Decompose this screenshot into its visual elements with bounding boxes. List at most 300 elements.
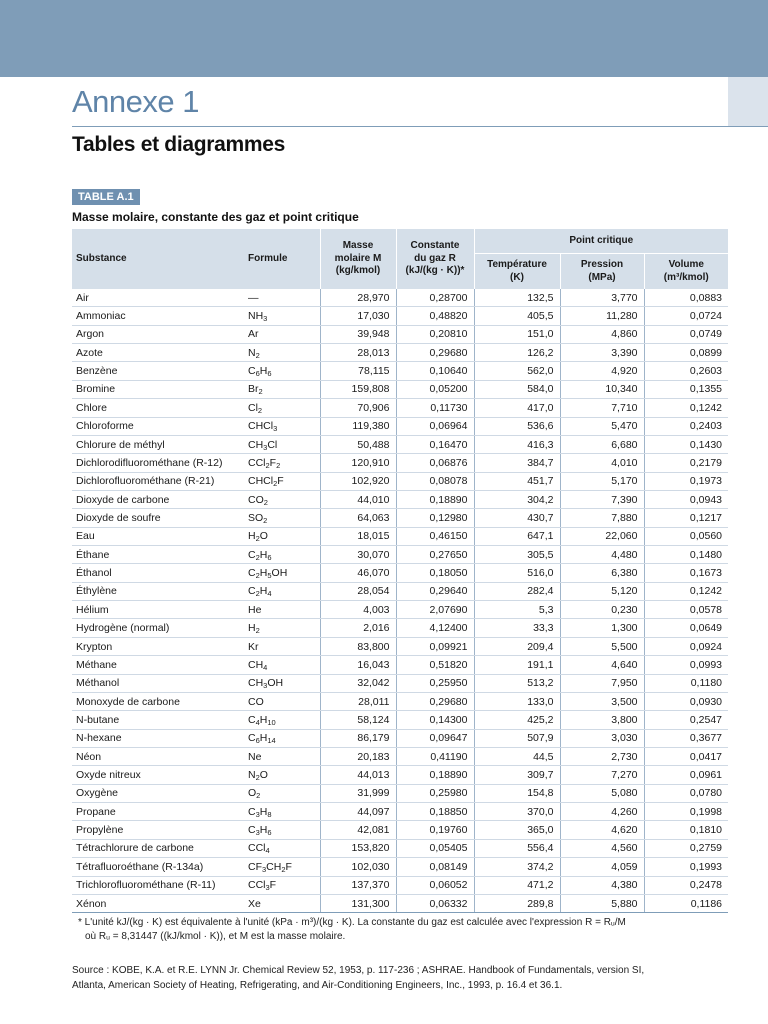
formula-element: CCl [248,842,266,855]
header-critical-point: Point critique [474,229,728,254]
cell-molar-mass: 120,910 [320,454,396,472]
source-note [72,963,742,993]
cell-gas-constant: 0,12980 [396,509,474,527]
cell-gas-constant: 0,14300 [396,711,474,729]
table-row [72,637,728,655]
cell-substance: Benzène [72,362,244,380]
header-molar-mass-line3: (kg/kmol) [335,265,381,277]
cell-volume: 0,0883 [644,289,728,307]
cell-volume: 0,0749 [644,325,728,343]
cell-substance: Bromine [72,380,244,398]
cell-pressure: 10,340 [560,380,644,398]
cell-substance: Hydrogène (normal) [72,619,244,637]
cell-substance: Oxyde nitreux [72,766,244,784]
cell-pressure: 4,620 [560,821,644,839]
cell-pressure: 3,500 [560,692,644,710]
header-gas-constant-line3: (kJ/(kg · K))* [405,265,465,277]
formula-element: CH [248,677,264,690]
cell-gas-constant: 0,18890 [396,766,474,784]
cell-volume: 0,0924 [644,637,728,655]
table-row [72,582,728,600]
cell-gas-constant: 0,08078 [396,472,474,490]
formula-subscript: 2 [255,552,260,562]
table-row [72,454,728,472]
cell-pressure: 5,170 [560,472,644,490]
cell-volume: 0,2759 [644,839,728,857]
formula-subscript: 3 [263,314,268,324]
formula-subscript: 10 [267,717,276,727]
table-row [72,509,728,527]
table-row [72,803,728,821]
cell-gas-constant: 0,20810 [396,325,474,343]
cell-substance: Dichlorodifluorométhane (R-12) [72,454,244,472]
cell-volume: 0,2603 [644,362,728,380]
header-volume-line2: (m³/kmol) [663,271,709,283]
table-body [72,289,728,913]
formula-element: H [259,585,268,598]
formula-element: H [248,530,256,543]
cell-gas-constant: 0,41190 [396,747,474,765]
formula-element: F [269,879,277,892]
formula-element: N [248,769,256,782]
cell-molar-mass: 44,013 [320,766,396,784]
cell-formula [244,509,320,527]
cell-substance: Azote [72,344,244,362]
annex-title: Annexe 1 [72,84,199,119]
cell-temperature: 556,4 [474,839,560,857]
cell-temperature: 370,0 [474,803,560,821]
cell-formula [244,325,320,343]
formula-subscript: 14 [267,736,276,746]
cell-temperature: 416,3 [474,435,560,453]
cell-molar-mass: 44,097 [320,803,396,821]
cell-pressure: 5,080 [560,784,644,802]
formula-subscript: 2 [273,479,278,489]
cell-temperature: 132,5 [474,289,560,307]
cell-substance: Dioxyde de soufre [72,509,244,527]
cell-volume: 0,1180 [644,674,728,692]
cell-molar-mass: 39,948 [320,325,396,343]
cell-volume: 0,1217 [644,509,728,527]
cell-gas-constant: 0,05405 [396,839,474,857]
cell-molar-mass: 31,999 [320,784,396,802]
formula-subscript: 2 [276,460,281,470]
cell-gas-constant: 0,09647 [396,729,474,747]
cell-volume: 0,0417 [644,747,728,765]
cell-formula [244,344,320,362]
formula-subscript: 6 [267,828,272,838]
cell-pressure: 4,860 [560,325,644,343]
table-row [72,876,728,894]
table-row [72,527,728,545]
cell-substance: N-butane [72,711,244,729]
cell-substance: Éthanol [72,564,244,582]
formula-element: CO [248,695,264,708]
cell-gas-constant: 0,48820 [396,307,474,325]
cell-volume: 0,0899 [644,344,728,362]
cell-volume: 0,2547 [644,711,728,729]
cell-substance: Air [72,289,244,307]
formula-subscript: 2 [255,571,260,581]
cell-gas-constant: 0,19760 [396,821,474,839]
formula-element: O [248,787,257,800]
cell-gas-constant: 0,06052 [396,876,474,894]
header-pressure-line2: (MPa) [588,271,616,283]
formula-element: CCl [248,879,266,892]
formula-element: CH [248,658,264,671]
cell-gas-constant: 0,06332 [396,894,474,912]
cell-volume: 0,1973 [644,472,728,490]
cell-temperature: 584,0 [474,380,560,398]
formula-element: Kr [248,640,259,653]
formula-element: CH [248,438,264,451]
cell-volume: 0,3677 [644,729,728,747]
cell-pressure: 4,260 [560,803,644,821]
cell-substance: N-hexane [72,729,244,747]
cell-gas-constant: 0,28700 [396,289,474,307]
cell-formula [244,362,320,380]
cell-molar-mass: 78,115 [320,362,396,380]
formula-element: C [248,365,256,378]
formula-subscript: 6 [255,369,260,379]
formula-subscript: 2 [255,773,260,783]
cell-formula [244,839,320,857]
table-row [72,325,728,343]
formula-subscript: 5 [267,571,272,581]
cell-pressure: 2,730 [560,747,644,765]
formula-element: H [259,732,268,745]
formula-element: H [259,805,268,818]
cell-formula [244,417,320,435]
cell-temperature: 5,3 [474,601,560,619]
cell-volume: 0,0961 [644,766,728,784]
header-molar-mass-line2: molaire M [334,252,382,264]
formula-element: He [248,603,262,616]
table-row [72,289,728,307]
cell-formula [244,894,320,912]
cell-substance: Trichlorofluorométhane (R-11) [72,876,244,894]
formula-element: N [248,346,256,359]
cell-pressure: 5,470 [560,417,644,435]
cell-gas-constant: 0,06964 [396,417,474,435]
header-molar-mass-line1: Masse [342,240,374,252]
cell-temperature: 154,8 [474,784,560,802]
cell-substance: Hélium [72,601,244,619]
cell-pressure: 7,270 [560,766,644,784]
table-row [72,362,728,380]
cell-temperature: 451,7 [474,472,560,490]
header-temperature-line1: Température [487,259,547,270]
cell-gas-constant: 0,29680 [396,692,474,710]
formula-element: O [259,769,268,782]
cell-gas-constant: 0,10640 [396,362,474,380]
cell-formula [244,766,320,784]
cell-pressure: 4,480 [560,546,644,564]
formula-subscript: 6 [255,736,260,746]
cell-formula [244,637,320,655]
cell-gas-constant: 2,07690 [396,601,474,619]
side-tab [728,77,768,126]
formula-subscript: 2 [258,387,263,397]
cell-pressure: 3,770 [560,289,644,307]
cell-molar-mass: 159,808 [320,380,396,398]
cell-formula [244,307,320,325]
cell-substance: Monoxyde de carbone [72,692,244,710]
cell-substance: Méthane [72,656,244,674]
cell-temperature: 405,5 [474,307,560,325]
header-formula: Formule [244,229,320,289]
cell-molar-mass: 20,183 [320,747,396,765]
formula-element: CHCl [248,420,274,433]
cell-pressure: 4,380 [560,876,644,894]
cell-molar-mass: 32,042 [320,674,396,692]
formula-element: H [259,567,268,580]
cell-pressure: 4,010 [560,454,644,472]
cell-temperature: 562,0 [474,362,560,380]
cell-pressure: 22,060 [560,527,644,545]
cell-molar-mass: 64,063 [320,509,396,527]
title-rule [72,126,768,127]
header-temperature [474,254,560,290]
cell-formula [244,619,320,637]
cell-molar-mass: 131,300 [320,894,396,912]
cell-temperature: 471,2 [474,876,560,894]
cell-pressure: 3,390 [560,344,644,362]
cell-formula [244,601,320,619]
cell-molar-mass: 28,013 [320,344,396,362]
cell-gas-constant: 4,12400 [396,619,474,637]
cell-temperature: 647,1 [474,527,560,545]
table-row [72,784,728,802]
table-row [72,307,728,325]
cell-formula [244,582,320,600]
cell-pressure: 7,950 [560,674,644,692]
formula-element: CHCl [248,475,274,488]
table-row [72,344,728,362]
cell-molar-mass: 2,016 [320,619,396,637]
cell-formula [244,692,320,710]
formula-element: Cl [267,438,278,451]
cell-formula [244,472,320,490]
cell-pressure: 4,560 [560,839,644,857]
formula-subscript: 2 [255,350,260,360]
cell-molar-mass: 44,010 [320,490,396,508]
cell-molar-mass: 83,800 [320,637,396,655]
formula-element: SO [248,511,264,524]
cell-temperature: 309,7 [474,766,560,784]
cell-gas-constant: 0,25980 [396,784,474,802]
formula-subscript: 3 [262,864,267,874]
cell-temperature: 282,4 [474,582,560,600]
table-row [72,490,728,508]
formula-subscript: 4 [255,717,260,727]
formula-element: F [285,860,292,873]
cell-temperature: 513,2 [474,674,560,692]
cell-gas-constant: 0,46150 [396,527,474,545]
formula-element: Br [248,383,259,396]
cell-formula [244,289,320,307]
cell-substance: Eau [72,527,244,545]
formula-element: CF [248,860,262,873]
cell-volume: 0,0724 [644,307,728,325]
cell-pressure: 7,390 [560,490,644,508]
cell-volume: 0,0993 [644,656,728,674]
header-volume [644,254,728,290]
header-temperature-line2: (K) [510,271,524,283]
cell-substance: Tétrafluoroéthane (R-134a) [72,858,244,876]
formula-element: CO [248,493,264,506]
cell-gas-constant: 0,18850 [396,803,474,821]
table-row [72,380,728,398]
cell-temperature: 425,2 [474,711,560,729]
cell-pressure: 3,030 [560,729,644,747]
cell-molar-mass: 86,179 [320,729,396,747]
formula-element: O [259,530,268,543]
formula-subscript: 4 [267,589,272,599]
cell-volume: 0,1186 [644,894,728,912]
formula-element: C [248,548,256,561]
footnote-line1: * L'unité kJ/(kg · K) est équivalente à l'unité (kPa · m³)/(kg · K). La constante du gaz est calculée avec l'expression R = Rᵤ/M [78,917,626,928]
cell-temperature: 516,0 [474,564,560,582]
cell-volume: 0,2403 [644,417,728,435]
cell-molar-mass: 58,124 [320,711,396,729]
formula-element: C [248,732,256,745]
formula-element: F [277,475,284,488]
table-row [72,601,728,619]
cell-substance: Méthanol [72,674,244,692]
cell-pressure: 5,120 [560,582,644,600]
cell-formula [244,747,320,765]
cell-pressure: 5,880 [560,894,644,912]
formula-element: H [259,713,268,726]
cell-substance: Krypton [72,637,244,655]
formula-subscript: 2 [263,497,268,507]
cell-substance: Propylène [72,821,244,839]
cell-molar-mass: 70,906 [320,399,396,417]
cell-formula [244,564,320,582]
cell-formula [244,380,320,398]
cell-molar-mass: 17,030 [320,307,396,325]
cell-formula [244,454,320,472]
formula-subscript: 3 [255,809,260,819]
cell-pressure: 4,640 [560,656,644,674]
formula-subscript: 2 [255,589,260,599]
cell-substance: Oxygène [72,784,244,802]
formula-subscript: 2 [256,791,261,801]
cell-molar-mass: 119,380 [320,417,396,435]
table-row [72,821,728,839]
cell-temperature: 430,7 [474,509,560,527]
cell-temperature: 305,5 [474,546,560,564]
cell-substance: Chloroforme [72,417,244,435]
table-caption: Masse molaire, constante des gaz et point critique [72,210,359,224]
cell-volume: 0,1673 [644,564,728,582]
table-row [72,546,728,564]
formula-subscript: 2 [265,460,270,470]
footnote [78,916,738,944]
formula-subscript: 4 [263,662,268,672]
cell-temperature: 44,5 [474,747,560,765]
cell-temperature: 374,2 [474,858,560,876]
cell-pressure: 1,300 [560,619,644,637]
cell-gas-constant: 0,16470 [396,435,474,453]
formula-subscript: 3 [263,681,268,691]
table-row [72,435,728,453]
formula-element: Cl [248,401,258,414]
cell-gas-constant: 0,18890 [396,490,474,508]
cell-temperature: 384,7 [474,454,560,472]
cell-gas-constant: 0,11730 [396,399,474,417]
cell-molar-mass: 18,015 [320,527,396,545]
formula-subscript: 6 [267,369,272,379]
cell-pressure: 7,710 [560,399,644,417]
cell-formula [244,546,320,564]
cell-gas-constant: 0,29680 [396,344,474,362]
formula-subscript: 2 [281,864,286,874]
formula-subscript: 2 [255,534,260,544]
formula-element: C [248,585,256,598]
cell-molar-mass: 50,488 [320,435,396,453]
cell-temperature: 133,0 [474,692,560,710]
formula-element: H [259,548,268,561]
cell-volume: 0,1242 [644,582,728,600]
cell-temperature: 417,0 [474,399,560,417]
formula-subscript: 2 [255,626,260,636]
cell-substance: Éthylène [72,582,244,600]
cell-volume: 0,1810 [644,821,728,839]
cell-molar-mass: 153,820 [320,839,396,857]
formula-element: — [248,291,259,304]
header-band [0,0,768,77]
cell-pressure: 6,680 [560,435,644,453]
table-row [72,839,728,857]
formula-element: H [259,824,268,837]
cell-molar-mass: 28,970 [320,289,396,307]
cell-molar-mass: 4,003 [320,601,396,619]
table-badge: TABLE A.1 [72,189,140,205]
cell-formula [244,729,320,747]
cell-volume: 0,2179 [644,454,728,472]
formula-subscript: 3 [255,828,260,838]
cell-volume: 0,1998 [644,803,728,821]
cell-substance: Chlorure de méthyl [72,435,244,453]
formula-element: C [248,713,256,726]
cell-gas-constant: 0,08149 [396,858,474,876]
cell-pressure: 4,920 [560,362,644,380]
cell-substance: Chlore [72,399,244,417]
cell-formula [244,821,320,839]
cell-substance: Dioxyde de carbone [72,490,244,508]
cell-volume: 0,0943 [644,490,728,508]
table-row [72,711,728,729]
formula-element: Xe [248,897,261,910]
cell-substance: Néon [72,747,244,765]
formula-element: CH [266,860,282,873]
header-volume-line1: Volume [668,259,704,270]
cell-gas-constant: 0,51820 [396,656,474,674]
cell-molar-mass: 42,081 [320,821,396,839]
table-row [72,729,728,747]
table-row [72,656,728,674]
table-row [72,417,728,435]
cell-gas-constant: 0,06876 [396,454,474,472]
formula-element: Ar [248,328,259,341]
cell-volume: 0,0560 [644,527,728,545]
source-line1: Source : KOBE, K.A. et R.E. LYNN Jr. Chemical Review 52, 1953, p. 117-236 ; ASHRAE. Handbook of Fundamentals, version SI, [72,965,645,976]
cell-molar-mass: 30,070 [320,546,396,564]
cell-volume: 0,2478 [644,876,728,894]
cell-substance: Propane [72,803,244,821]
